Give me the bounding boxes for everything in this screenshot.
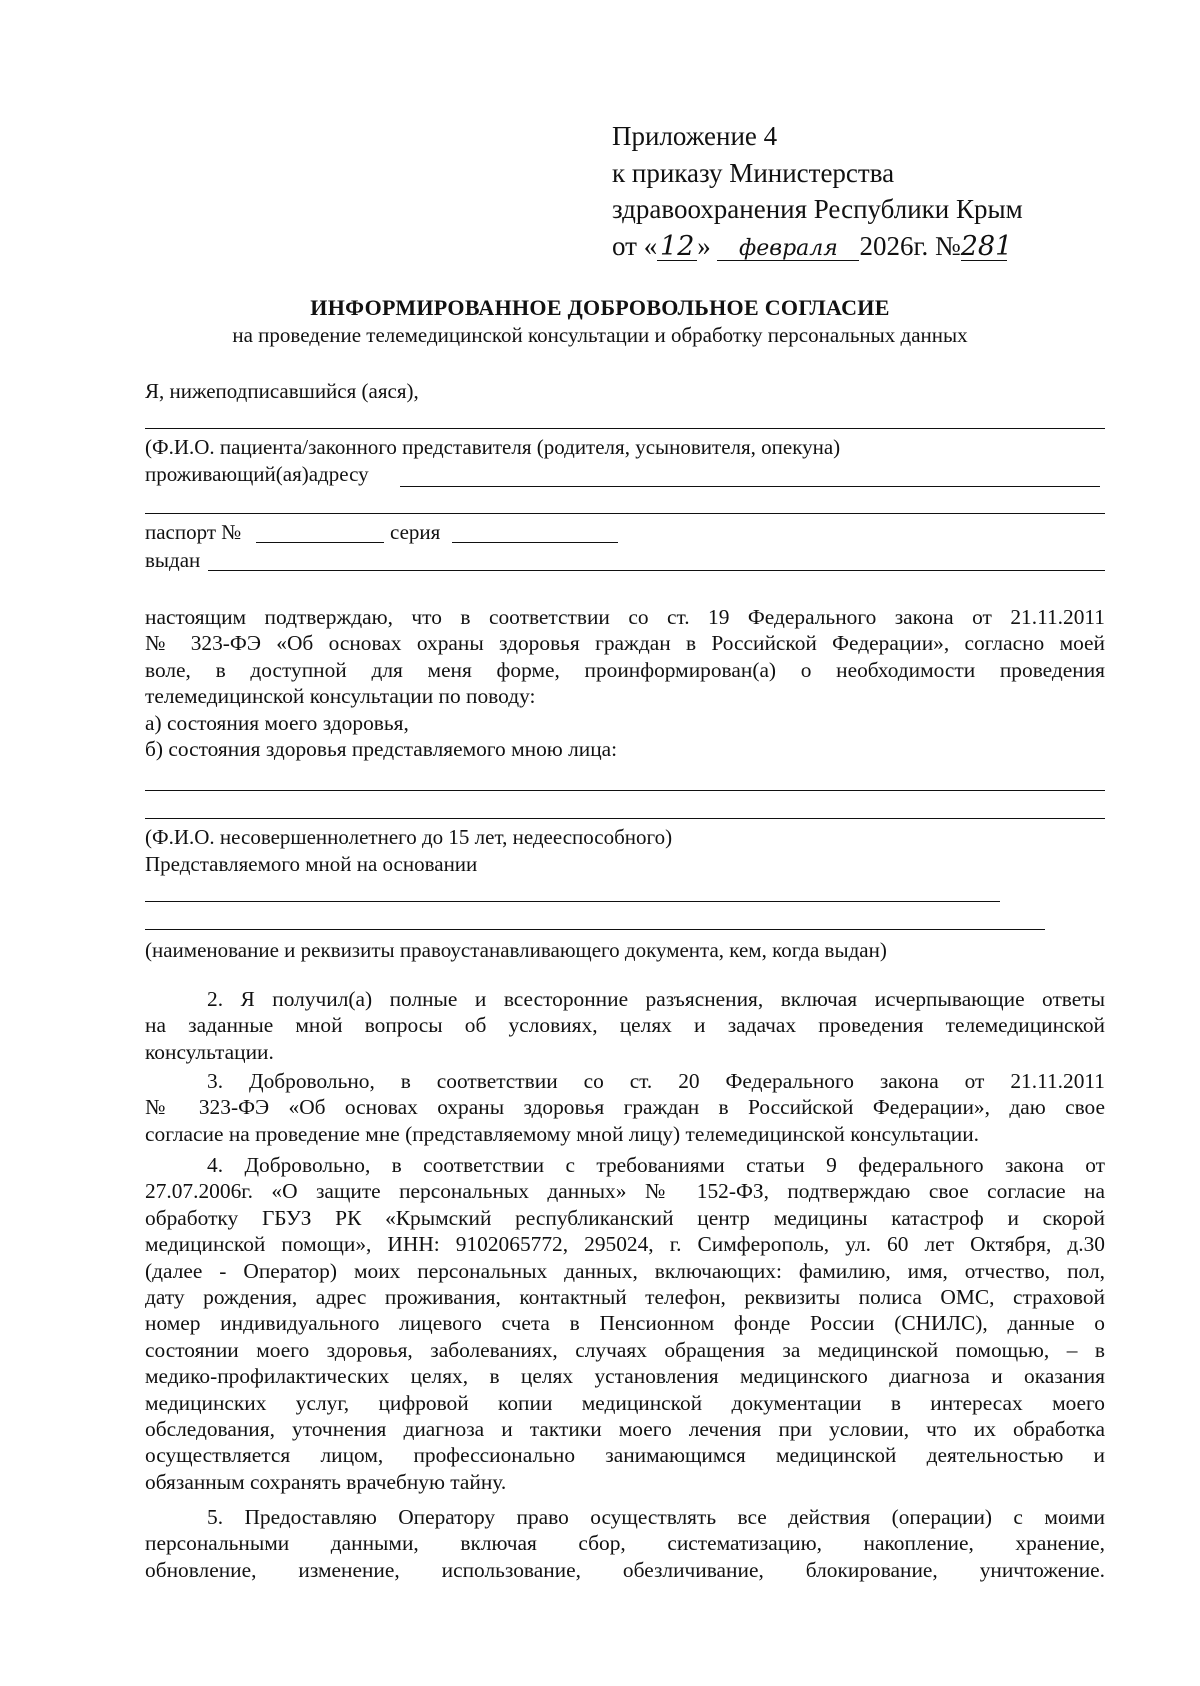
p4-line: дату рождения, адрес проживания, контактный телефон, реквизиты полиса ОМС, страховой	[145, 1285, 1105, 1310]
fio-caption: (Ф.И.О. пациента/законного представителя (родителя, усыновителя, опекуна)	[145, 435, 841, 459]
p5-line: обновление, изменение, использование, обезличивание, блокирование, уничтожение.	[145, 1557, 1105, 1582]
intro-text: Я, нижеподписавшийся (аяся),	[145, 379, 419, 403]
p3-line: согласие на проведение мне (представляемому мной лицу) телемедицинской консультации.	[145, 1121, 980, 1146]
series-blank	[452, 542, 618, 543]
p4-line: осуществляется лицом, профессионально занимающимся медицинской деятельностью и	[145, 1443, 1105, 1468]
issued-blank	[208, 570, 1105, 571]
address-blank-line-2	[145, 513, 1105, 514]
p3-line: № 323-ФЭ «Об основах охраны здоровья граждан в Российской Федерации», даю свое	[145, 1095, 1105, 1120]
date-prefix: от «	[612, 231, 658, 261]
passport-number-blank	[256, 542, 384, 543]
p3-line: 3. Добровольно, в соответствии со ст. 20 Федерального закона от 21.11.2011	[207, 1069, 1105, 1093]
item-a: а) состояния моего здоровья,	[145, 710, 409, 735]
p4-line: медицинских услуг, цифровой копии медицинской документации в интересах моего	[145, 1390, 1105, 1415]
date-month-handwritten: февраля	[717, 238, 859, 261]
date-year: 2026г. №	[859, 231, 961, 261]
p4-line: состоянии моего здоровья, заболеваниях, случаях обращения за медицинской помощью, – в	[145, 1337, 1105, 1362]
order-reference: к приказу Министерства	[612, 158, 895, 188]
date-mid: »	[697, 231, 711, 261]
fio-blank-line	[145, 428, 1105, 429]
address-label: проживающий(ая)адресу	[145, 462, 369, 486]
basis-blank-2	[145, 929, 1045, 930]
confirm-line: воле, в доступной для меня форме, проинформирован(а) о необходимости проведения	[145, 657, 1105, 682]
ministry-name: здравоохранения Республики Крым	[612, 194, 1023, 224]
p4-line: медико-профилактических целях, в целях установления медицинского диагноза и оказания	[145, 1364, 1105, 1389]
paragraph-2	[145, 986, 1105, 1065]
p4-line: (далее - Оператор) моих персональных данных, включающих: фамилию, имя, отчество, пол,	[145, 1258, 1105, 1283]
p4-line: обязанным сохранять врачебную тайну.	[145, 1469, 507, 1494]
appendix-number: Приложение 4	[612, 121, 778, 151]
p2-line: на заданные мной вопросы об условиях, целях и задачах проведения телемедицинской	[145, 1013, 1105, 1038]
item-b: б) состояния здоровья представляемого мною лица:	[145, 737, 618, 762]
p2-line: 2. Я получил(а) полные и всесторонние разъяснения, включая исчерпывающие ответы	[207, 987, 1105, 1011]
confirm-line: № 323-ФЭ «Об основах охраны здоровья граждан в Российской Федерации», согласно моей	[145, 631, 1105, 656]
order-date-line	[612, 231, 1013, 262]
document-title: ИНФОРМИРОВАННОЕ ДОБРОВОЛЬНОЕ СОГЛАСИЕ	[310, 295, 890, 320]
passport-label: паспорт №	[145, 520, 242, 544]
document-subtitle: на проведение телемедицинской консультации и обработку персональных данных	[232, 323, 968, 347]
p5-line: персональными данными, включая сбор, систематизацию, накопление, хранение,	[145, 1531, 1105, 1556]
paragraph-4	[145, 1152, 1105, 1495]
p4-line: 27.07.2006г. «О защите персональных данных» № 152-ФЗ, подтверждаю свое согласие на	[145, 1179, 1105, 1204]
series-label: серия	[390, 520, 441, 544]
date-day-handwritten: 12	[657, 233, 697, 261]
document-details-caption: (наименование и реквизиты правоустанавливающего документа, кем, когда выдан)	[145, 938, 887, 962]
basis-blank	[145, 901, 1000, 902]
p4-line: обработку ГБУЗ РК «Крымский республиканский центр медицины катастроф и скорой	[145, 1205, 1105, 1230]
confirm-line: настоящим подтверждаю, что в соответствии со ст. 19 Федерального закона от 21.11.2011	[145, 605, 1105, 629]
p5-line: 5. Предоставляю Оператору право осуществлять все действия (операции) с моими	[207, 1505, 1105, 1529]
order-number-handwritten: 281	[960, 231, 1013, 262]
represented-person-blank-2	[145, 818, 1105, 819]
confirm-paragraph	[145, 604, 1105, 762]
address-blank-line	[400, 486, 1100, 487]
minor-caption: (Ф.И.О. несовершеннолетнего до 15 лет, недееспособного)	[145, 825, 673, 849]
p4-line: обследования, уточнения диагноза и тактики моего лечения при условии, что их обработка	[145, 1417, 1105, 1442]
p2-line: консультации.	[145, 1039, 274, 1064]
p4-line: 4. Добровольно, в соответствии с требованиями статьи 9 федерального закона от	[207, 1153, 1105, 1177]
issued-label: выдан	[145, 548, 201, 572]
p4-line: номер индивидуального лицевого счета в Пенсионном фонде России (СНИЛС), данные о	[145, 1311, 1105, 1336]
basis-label: Представляемого мной на основании	[145, 852, 478, 876]
confirm-line: телемедицинской консультации по поводу:	[145, 684, 536, 709]
paragraph-3	[145, 1068, 1105, 1147]
p4-line: медицинской помощи», ИНН: 9102065772, 295024, г. Симферополь, ул. 60 лет Октября, д.30	[145, 1232, 1105, 1257]
represented-person-blank	[145, 790, 1105, 791]
paragraph-5	[145, 1504, 1105, 1583]
